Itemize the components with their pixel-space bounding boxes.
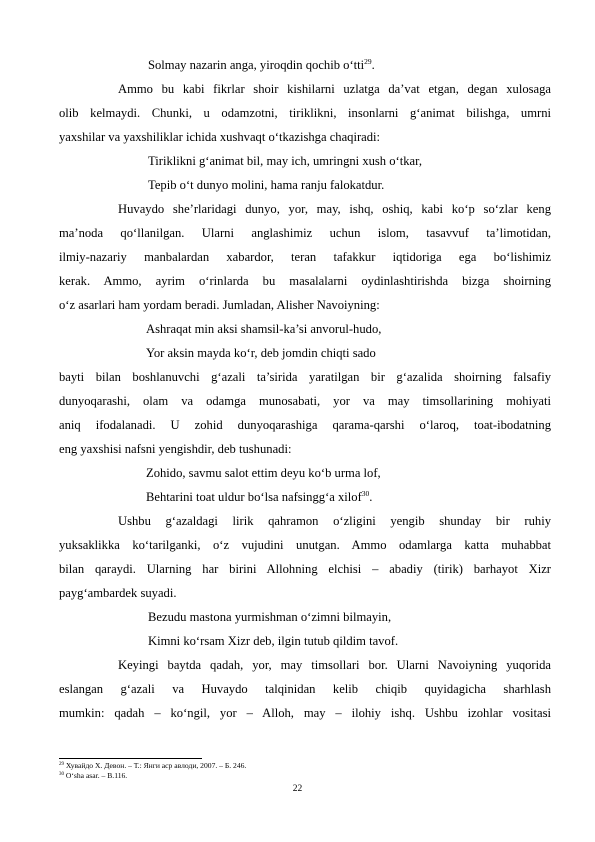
paragraph-line: o‘z asarlari ham yordam beradi. Jumladan, Alisher Navoiyning: [59, 298, 380, 312]
footnote-ref[interactable]: 29 [364, 57, 372, 66]
verse-line: Ashraqat min aksi shamsil-ka’si anvorul-hudo, [146, 322, 382, 336]
verse-line: Tiriklikni g‘animat bil, may ich, umringni xush o‘tkar, [148, 154, 422, 168]
verse-line: Tepib o‘t dunyo molini, hama ranju falokatdur. [148, 178, 385, 192]
footnote-divider [59, 758, 202, 759]
paragraph-line: Keyingi baytda qadah, yor, may timsollari bor. Ularni Navoiyning yuqorida [118, 658, 551, 672]
paragraph-line: yuksaklikka ko‘tarilganki, o‘z vujudini unutgan. Ammo odamlarga katta muhabbat [59, 538, 551, 552]
verse-line: Behtarini toat uldur bo‘lsa nafsingg‘a xilof$^{30}$. [146, 489, 373, 504]
verse-line: Zohido, savmu salot ettim deyu ko‘b urma lof, [146, 466, 381, 480]
paragraph-line: mumkin: qadah – ko‘ngil, yor – Alloh, may – ilohiy ishq. Ushbu izohlar vositasi [59, 706, 551, 720]
paragraph-line: eng yaxshisi nafsni yengishdir, deb tushunadi: [59, 442, 292, 456]
paragraph-line: Huvaydo she’rlaridagi dunyo, yor, may, ishq, oshiq, kabi ko‘p so‘zlar keng [118, 202, 551, 216]
page-number: 22 [292, 784, 303, 794]
verse-line: Solmay nazarin anga, yiroqdin qochib o‘tti$^{29}$. [148, 57, 375, 72]
paragraph-line: payg‘ambardek suyadi. [59, 586, 177, 600]
verse-line: Yor aksin mayda ko‘r, deb jomdin chiqti sado [146, 346, 376, 360]
footnote: $^{29}$ Хувайдо Х. Девон. – Т.: Янги аср авлоди, 2007. – Б. 246. [59, 761, 247, 770]
verse-line: Kimni ko‘rsam Xizr deb, ilgin tutub qildim tavof. [148, 634, 399, 648]
footnote: $^{30}$ O‘sha asar. – B.116. [59, 771, 128, 780]
paragraph-line: Ushbu g‘azaldagi lirik qahramon o‘zligini yengib shunday bir ruhiy [118, 514, 551, 528]
paragraph-line: ilmiy-nazariy manbalardan xabardor, teran tafakkur iqtidoriga ega bo‘lishimiz [59, 250, 551, 264]
footnote-ref[interactable]: 30 [361, 489, 370, 498]
paragraph-line: aniq ifodalanadi. U zohid dunyoqarashiga qarama-qarshi o‘laroq, toat-ibodatning [59, 418, 551, 432]
paragraph-line: eslangan g‘azali va Huvaydo talqinidan kelib chiqib quyidagicha sharhlash [59, 682, 551, 696]
paragraph-line: bilan qaraydi. Ularning har birini Allohning elchisi – abadiy (tirik) barhayot Xizr [59, 562, 551, 576]
paragraph-line: olib kelmaydi. Chunki, u odamzotni, tiriklikni, insonlarni g‘animat bilishga, umrni [59, 106, 551, 120]
paragraph-line: ma’noda qo‘llanilgan. Ularni anglashimiz uchun islom, tasavvuf ta’limotidan, [59, 226, 551, 240]
paragraph-line: yaxshilar va yaxshiliklar ichida xushvaqt o‘tkazishga chaqiradi: [59, 130, 381, 144]
paragraph-line: Ammo bu kabi fikrlar shoir kishilarni uzlatga da’vat etgan, degan xulosaga [118, 82, 551, 96]
paragraph-line: dunyoqarashi, olam va odamga munosabati, yor va may timsollarining mohiyati [59, 394, 551, 408]
verse-line: Bezudu mastona yurmishman o‘zimni bilmayin, [148, 610, 392, 624]
paragraph-line: kerak. Ammo, ayrim o‘rinlarda bu masalalarni oydinlashtirishda bizga shoirning [59, 274, 551, 288]
paragraph-line: bayti bilan boshlanuvchi g‘azali ta’sirida yaratilgan bir g‘azalida shoirning falsafiy [59, 370, 551, 384]
